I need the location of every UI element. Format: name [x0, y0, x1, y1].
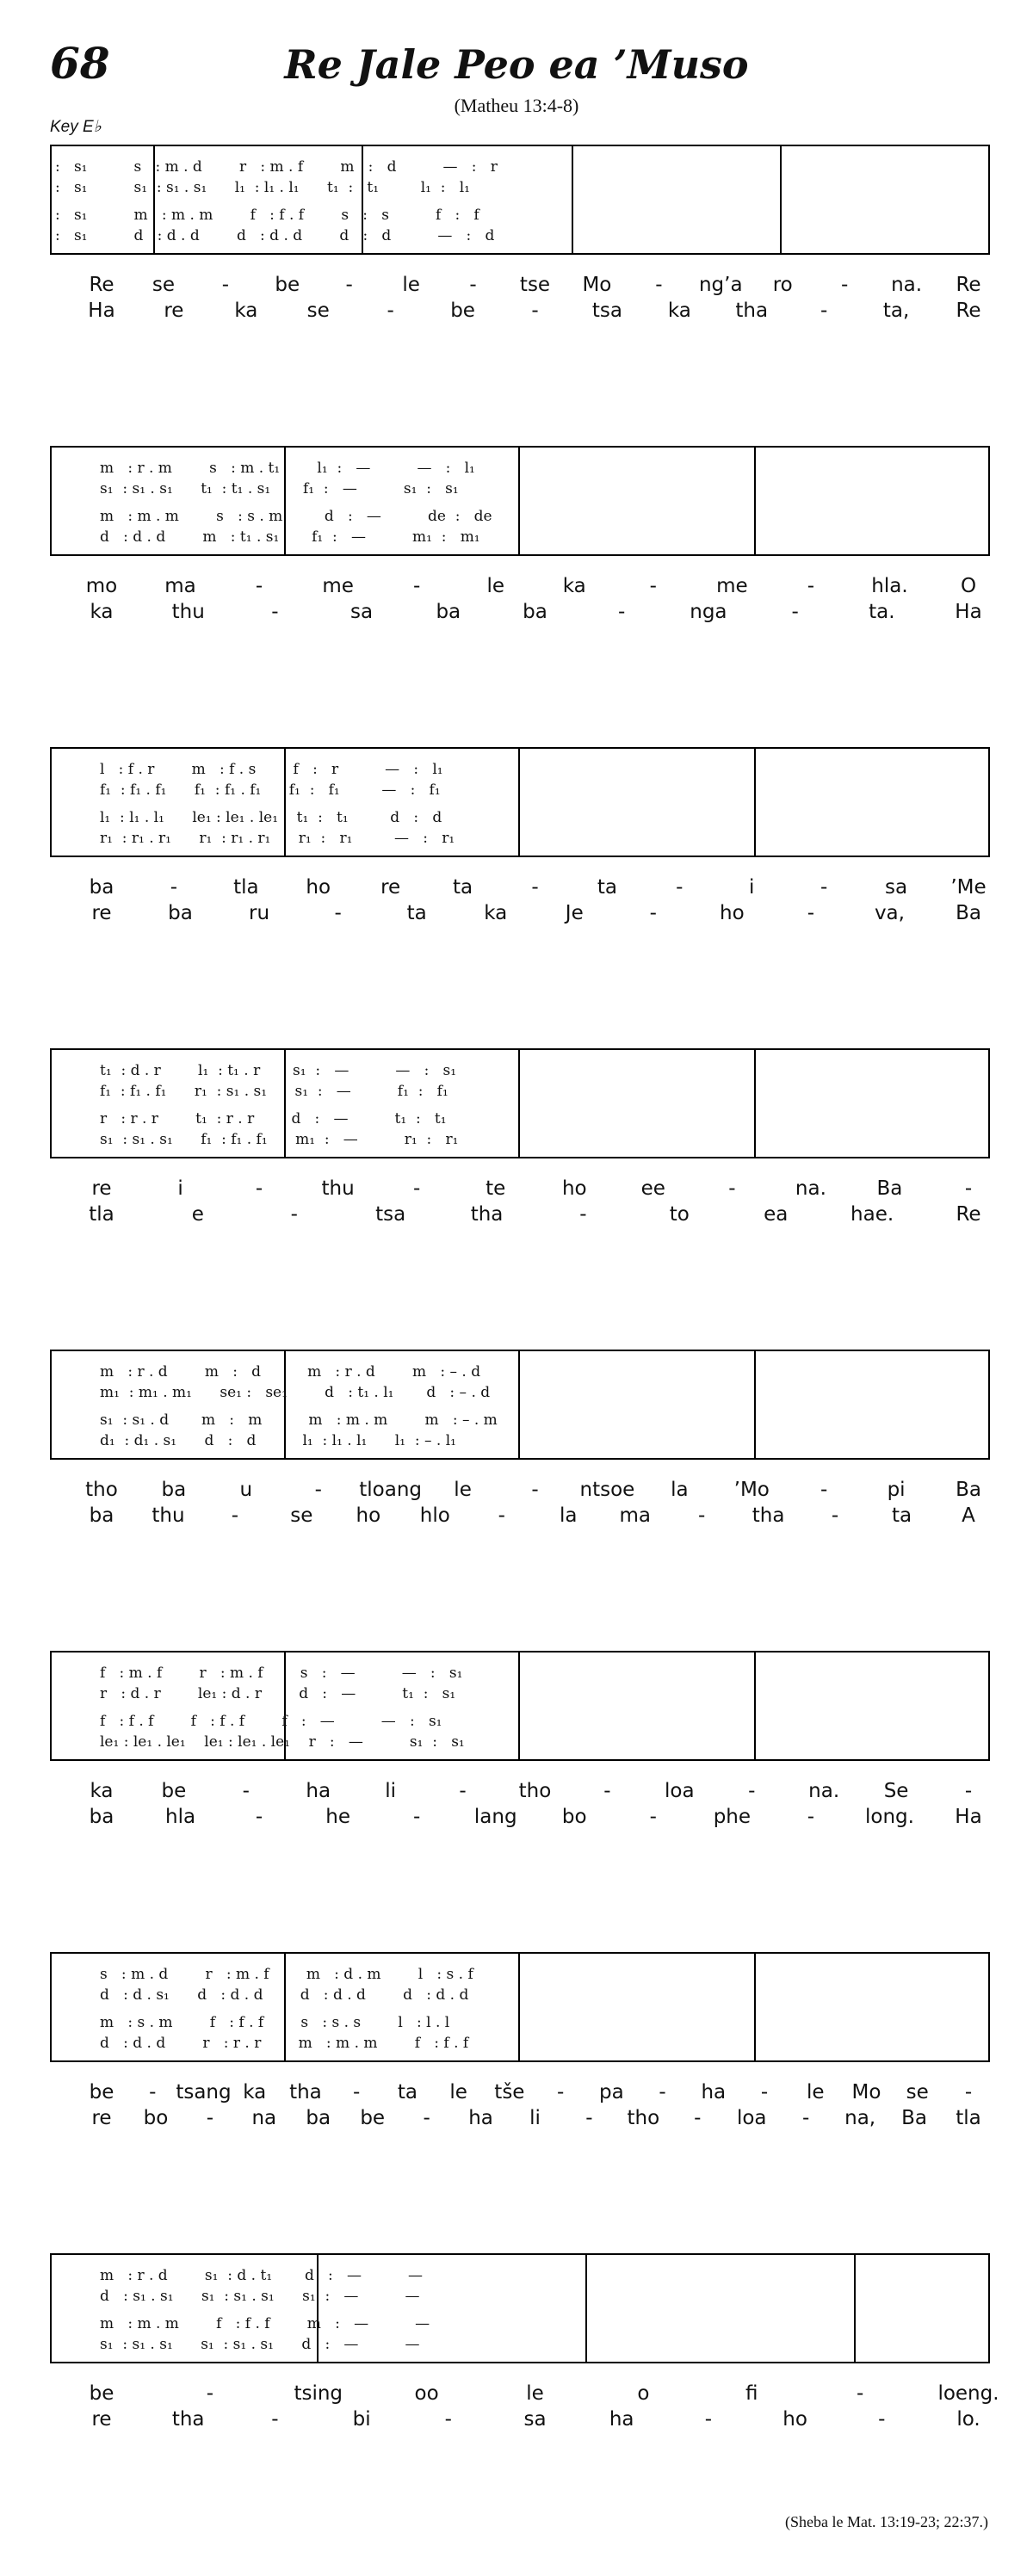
lyric-syllable: be: [275, 274, 300, 296]
voice-part-notes: s₁ : s₁ . s₁ f₁ : f₁ . f₁ m₁ : — r₁ : r₁: [100, 1131, 459, 1148]
voice-part-notes: l₁ : l₁ . l₁ le₁ : le₁ . le₁ t₁ : t₁ d : d: [100, 809, 442, 826]
lyric-syllable: -: [694, 2107, 702, 2129]
lyric-syllable: se: [290, 1504, 313, 1527]
bar-line: [518, 1350, 520, 1460]
lyric-syllable: ho: [306, 876, 331, 899]
voice-part-notes: d : d . d m : t₁ . s₁ f₁ : — m₁ : m₁: [100, 528, 480, 546]
lyric-syllable: -: [820, 876, 828, 899]
lyric-syllable: -: [748, 1780, 756, 1802]
lyric-line: [0, 1504, 1033, 1529]
lyric-syllable: -: [820, 300, 828, 322]
lyric-syllable: na: [251, 2107, 277, 2129]
bar-line: [518, 1952, 520, 2062]
lyric-syllable: tše: [494, 2081, 525, 2103]
lyric-syllable: loa: [736, 2107, 767, 2129]
lyric-line: [0, 601, 1033, 625]
lyric-syllable: ba: [161, 1479, 187, 1501]
lyric-syllable: -: [964, 1780, 973, 1802]
lyric-line: [0, 274, 1033, 298]
voice-part-notes: f₁ : f₁ . f₁ f₁ : f₁ . f₁ f₁ : f₁ — : f₁: [100, 781, 441, 799]
lyric-syllable: la: [559, 1504, 578, 1527]
lyric-syllable: tha: [470, 1203, 504, 1226]
lyric-syllable: -: [878, 2408, 886, 2431]
lyric-syllable: Ha: [955, 601, 982, 623]
lyric-syllable: be: [89, 2081, 114, 2103]
lyric-syllable: ba: [523, 601, 547, 623]
lyric-syllable: le: [526, 2382, 544, 2405]
lyric-syllable: Ba: [901, 2107, 927, 2129]
lyric-syllable: -: [271, 601, 279, 623]
lyric-syllable: ’Mo: [733, 1479, 770, 1501]
voice-part-notes: s : m . d r : m . f m : d . m l : s . f: [100, 1966, 473, 1983]
bar-line: [780, 145, 782, 255]
lyric-syllable: Re: [956, 1203, 981, 1226]
lyric-syllable: -: [659, 2081, 666, 2103]
lyric-syllable: bi: [352, 2408, 371, 2431]
lyric-syllable: hla.: [871, 575, 908, 597]
lyric-syllable: -: [840, 274, 849, 296]
lyric-syllable: -: [676, 876, 684, 899]
lyric-syllable: se: [906, 2081, 929, 2103]
lyric-syllable: -: [697, 1504, 706, 1527]
voice-part-notes: m : s . m f : f . f s : s . s l : l . l: [100, 2014, 450, 2031]
lyric-syllable: oo: [414, 2382, 439, 2405]
voice-part-notes: f : m . f r : m . f s : — — : s₁: [100, 1665, 463, 1682]
lyric-syllable: sa: [885, 876, 908, 899]
lyric-syllable: -: [649, 575, 657, 597]
lyric-syllable: ta: [406, 902, 427, 924]
lyric-syllable: he: [325, 1806, 350, 1828]
lyric-syllable: na.: [795, 1177, 826, 1200]
voice-part-notes: m₁ : m₁ . m₁ se₁ : se₁ d : t₁ . l₁ d : – . d: [100, 1384, 491, 1401]
lyric-syllable: -: [820, 1479, 828, 1501]
lyric-syllable: pi: [887, 1479, 906, 1501]
lyric-syllable: ee: [640, 1177, 665, 1200]
voice-part-notes: t₁ : d . r l₁ : t₁ . r s₁ : — — : s₁: [100, 1062, 457, 1079]
voice-part-notes: : s₁ s₁ : s₁ . s₁ l₁ : l₁ . l₁ t₁ : t₁ l₁ : l₁: [55, 179, 470, 196]
lyric-syllable: tsa: [591, 300, 622, 322]
lyric-syllable: thu: [152, 1504, 185, 1527]
lyric-syllable: ng’a: [698, 274, 743, 296]
voice-part-notes: s₁ : s₁ . d m : m m : m . m m : – . m: [100, 1412, 498, 1429]
lyric-syllable: hae.: [851, 1203, 894, 1226]
hymn-title: Re Jale Peo ea ’Muso: [284, 41, 749, 88]
bar-line: [754, 1350, 756, 1460]
lyric-syllable: Ba: [956, 902, 981, 924]
lyric-syllable: -: [649, 902, 657, 924]
lyric-syllable: me: [716, 575, 748, 597]
voice-part-notes: : s₁ d : d . d d : d . d d : d — : d: [55, 227, 495, 244]
lyric-syllable: -: [618, 601, 626, 623]
lyric-syllable: ka: [243, 2081, 267, 2103]
lyric-syllable: ha: [609, 2408, 634, 2431]
lyric-syllable: Je: [565, 902, 584, 924]
lyric-syllable: ta: [597, 876, 617, 899]
lyric-syllable: tho: [518, 1780, 552, 1802]
lyric-syllable: se: [306, 300, 330, 322]
lyric-line: [0, 1806, 1033, 1830]
voice-part-notes: m : r . d s₁ : d . t₁ d : — —: [100, 2267, 424, 2284]
lyric-syllable: -: [413, 575, 421, 597]
lyric-syllable: nga: [690, 601, 727, 623]
lyric-syllable: -: [802, 2107, 810, 2129]
lyric-syllable: -: [728, 1177, 736, 1200]
voice-part-notes: l : f . r m : f . s f : r — : l₁: [100, 761, 443, 778]
lyric-syllable: A: [962, 1504, 975, 1527]
lyric-syllable: la: [671, 1479, 689, 1501]
lyric-syllable: u: [239, 1479, 253, 1501]
lyric-line: [0, 1479, 1033, 1503]
lyric-syllable: me: [322, 575, 354, 597]
lyric-line: [0, 2107, 1033, 2131]
lyric-syllable: le: [486, 575, 504, 597]
lyric-line: [0, 2408, 1033, 2432]
lyric-syllable: ho: [561, 1177, 587, 1200]
lyric-syllable: se: [152, 274, 175, 296]
lyric-syllable: tsing: [294, 2382, 343, 2405]
lyric-syllable: ka: [667, 300, 691, 322]
lyric-syllable: ba: [89, 1806, 114, 1828]
lyric-syllable: -: [149, 2081, 157, 2103]
lyric-syllable: -: [498, 1504, 505, 1527]
lyric-syllable: -: [831, 1504, 839, 1527]
lyric-syllable: -: [459, 1780, 467, 1802]
lyric-syllable: -: [856, 2382, 864, 2405]
lyric-syllable: tse: [519, 274, 551, 296]
lyric-syllable: be: [450, 300, 475, 322]
lyric-syllable: loeng.: [937, 2382, 999, 2405]
lyric-syllable: -: [531, 300, 539, 322]
lyric-syllable: te: [486, 1177, 506, 1200]
voice-part-notes: r₁ : r₁ . r₁ r₁ : r₁ . r₁ r₁ : r₁ — : r₁: [100, 830, 455, 847]
lyric-syllable: -: [334, 902, 342, 924]
lyric-syllable: hlo: [419, 1504, 450, 1527]
lyric-syllable: tsa: [375, 1203, 406, 1226]
key-signature: Key E♭: [50, 118, 102, 136]
lyric-syllable: tla: [233, 876, 259, 899]
lyric-syllable: phe: [713, 1806, 752, 1828]
lyric-syllable: ma: [164, 575, 196, 597]
lyric-syllable: -: [206, 2107, 214, 2129]
lyric-syllable: le: [807, 2081, 825, 2103]
lyric-syllable: ta.: [869, 601, 895, 623]
lyric-syllable: i: [177, 1177, 183, 1200]
scripture-reference: (Matheu 13:4-8): [454, 95, 579, 116]
lyric-syllable: -: [423, 2107, 430, 2129]
lyric-syllable: -: [531, 876, 539, 899]
bar-line: [518, 1651, 520, 1761]
voice-part-notes: f₁ : f₁ . f₁ r₁ : s₁ . s₁ s₁ : — f₁ : f₁: [100, 1083, 448, 1100]
lyric-syllable: tsang: [176, 2081, 232, 2103]
lyric-syllable: Ha: [88, 300, 115, 322]
lyric-syllable: re: [380, 876, 401, 899]
lyric-syllable: -: [444, 2408, 452, 2431]
lyric-syllable: -: [556, 2081, 565, 2103]
lyric-syllable: -: [413, 1177, 421, 1200]
lyric-syllable: -: [655, 274, 663, 296]
lyric-syllable: ho: [356, 1504, 381, 1527]
lyric-line: [0, 876, 1033, 900]
lyric-line: [0, 2382, 1033, 2406]
lyric-syllable: long.: [864, 1806, 914, 1828]
voice-part-notes: m : m . m f : f . f m : — —: [100, 2315, 430, 2332]
lyric-syllable: -: [345, 274, 353, 296]
voice-part-notes: d : d . d r : r . r m : m . m f : f . f: [100, 2035, 469, 2052]
lyric-syllable: loa: [665, 1780, 695, 1802]
hymn-number: 68: [50, 38, 110, 89]
lyric-syllable: -: [964, 1177, 973, 1200]
lyric-syllable: ’Me: [950, 876, 987, 899]
voice-part-notes: : s₁ m : m . m f : f . f s : s f : f: [55, 207, 479, 224]
lyric-syllable: -: [271, 2408, 279, 2431]
lyric-syllable: ka: [90, 1780, 114, 1802]
bar-line: [754, 1651, 756, 1761]
lyric-syllable: o: [637, 2382, 650, 2405]
lyric-syllable: le: [449, 2081, 467, 2103]
lyric-syllable: tha: [171, 2408, 205, 2431]
lyric-syllable: re: [91, 1177, 112, 1200]
lyric-syllable: -: [290, 1203, 298, 1226]
lyric-syllable: -: [603, 1780, 611, 1802]
lyric-syllable: -: [314, 1479, 322, 1501]
lyric-syllable: -: [242, 1780, 250, 1802]
voice-part-notes: d : d . s₁ d : d . d d : d . d d : d . d: [100, 1986, 469, 2004]
lyric-syllable: Se: [883, 1780, 909, 1802]
voice-part-notes: r : d . r le₁ : d . r d : — t₁ : s₁: [100, 1685, 456, 1702]
voice-part-notes: m : m . m s : s . m d : — de : de: [100, 508, 492, 525]
lyric-syllable: -: [964, 2081, 973, 2103]
voice-part-notes: r : r . r t₁ : r . r d : — t₁ : t₁: [100, 1110, 447, 1127]
lyric-syllable: Ha: [955, 1806, 982, 1828]
lyric-syllable: ka: [234, 300, 258, 322]
lyric-syllable: -: [221, 274, 229, 296]
lyric-syllable: -: [807, 575, 815, 597]
lyric-syllable: va,: [874, 902, 905, 924]
lyric-syllable: ma: [619, 1504, 651, 1527]
lyric-syllable: na,: [844, 2107, 876, 2129]
lyric-syllable: ka: [562, 575, 586, 597]
lyric-syllable: -: [353, 2081, 361, 2103]
bar-line: [585, 2253, 587, 2363]
lyric-syllable: tla: [956, 2107, 981, 2129]
bar-line: [754, 1048, 756, 1158]
voice-part-notes: f : f . f f : f . f f : — — : s₁: [100, 1713, 442, 1730]
lyric-syllable: tha: [289, 2081, 322, 2103]
lyric-syllable: -: [231, 1504, 239, 1527]
lyric-syllable: ru: [249, 902, 270, 924]
lyric-syllable: Re: [89, 274, 114, 296]
lyric-syllable: ba: [89, 876, 114, 899]
lyric-syllable: -: [170, 876, 178, 899]
voice-part-notes: s₁ : s₁ . s₁ s₁ : s₁ . s₁ d : — —: [100, 2336, 420, 2353]
lyric-syllable: re: [91, 902, 112, 924]
lyric-syllable: ta,: [882, 300, 910, 322]
bar-line: [754, 1952, 756, 2062]
lyric-syllable: -: [579, 1203, 587, 1226]
voice-part-notes: m : r . d m : d m : r . d m : – . d: [100, 1363, 481, 1381]
lyric-syllable: tho: [627, 2107, 660, 2129]
lyric-line: [0, 575, 1033, 599]
lyric-syllable: ba: [436, 601, 461, 623]
lyric-syllable: ba: [168, 902, 193, 924]
lyric-syllable: -: [206, 2382, 214, 2405]
lyric-syllable: re: [91, 2107, 112, 2129]
lyric-syllable: na.: [808, 1780, 840, 1802]
lyric-syllable: bo: [143, 2107, 169, 2129]
lyric-syllable: -: [585, 2107, 593, 2129]
lyric-syllable: ba: [89, 1504, 114, 1527]
lyric-syllable: ta: [891, 1504, 912, 1527]
lyric-syllable: ho: [720, 902, 745, 924]
lyric-line: [0, 902, 1033, 926]
bar-line: [754, 446, 756, 556]
voice-part-notes: : s₁ s : m . d r : m . f m : d — : r: [55, 158, 498, 176]
bar-line: [754, 747, 756, 857]
lyric-syllable: ro: [772, 274, 793, 296]
voice-part-notes: s₁ : s₁ . s₁ t₁ : t₁ . s₁ f₁ : — s₁ : s₁: [100, 480, 459, 497]
voice-part-notes: d : s₁ . s₁ s₁ : s₁ . s₁ s₁ : — —: [100, 2288, 420, 2305]
lyric-syllable: -: [791, 601, 799, 623]
lyric-syllable: -: [255, 1177, 263, 1200]
bar-line: [518, 747, 520, 857]
lyric-syllable: li: [529, 2107, 541, 2129]
lyric-syllable: tla: [89, 1203, 114, 1226]
lyric-syllable: ka: [484, 902, 508, 924]
lyric-syllable: hla: [165, 1806, 196, 1828]
lyric-syllable: ha: [306, 1780, 331, 1802]
lyric-syllable: Re: [956, 274, 981, 296]
lyric-syllable: thu: [171, 601, 205, 623]
lyric-syllable: -: [255, 1806, 263, 1828]
lyric-syllable: fi: [745, 2382, 758, 2405]
lyric-syllable: ea: [764, 1203, 789, 1226]
lyric-syllable: e: [191, 1203, 204, 1226]
lyric-syllable: -: [704, 2408, 713, 2431]
lyric-syllable: -: [807, 1806, 815, 1828]
footnote: (Sheba le Mat. 13:19-23; 22:37.): [785, 2513, 988, 2530]
lyric-syllable: li: [385, 1780, 397, 1802]
lyric-syllable: -: [649, 1806, 657, 1828]
lyric-syllable: -: [807, 902, 815, 924]
lyric-syllable: na.: [891, 274, 923, 296]
lyric-syllable: le: [454, 1479, 472, 1501]
lyric-line: [0, 300, 1033, 324]
lyric-syllable: -: [531, 1479, 539, 1501]
bar-line: [518, 1048, 520, 1158]
voice-part-notes: d₁ : d₁ . s₁ d : d l₁ : l₁ . l₁ l₁ : – . l₁: [100, 1432, 456, 1449]
bar-line: [854, 2253, 856, 2363]
lyric-syllable: pa: [598, 2081, 624, 2103]
lyric-syllable: lang: [473, 1806, 517, 1828]
lyric-syllable: sa: [350, 601, 374, 623]
lyric-line: [0, 1780, 1033, 1804]
lyric-syllable: sa: [523, 2408, 547, 2431]
lyric-syllable: bo: [561, 1806, 587, 1828]
lyric-syllable: ha: [468, 2107, 493, 2129]
lyric-syllable: be: [161, 1780, 187, 1802]
lyric-syllable: tho: [85, 1479, 118, 1501]
lyric-syllable: tloang: [359, 1479, 423, 1501]
lyric-line: [0, 1177, 1033, 1202]
lyric-syllable: Ba: [876, 1177, 903, 1200]
lyric-syllable: tha: [752, 1504, 785, 1527]
lyric-syllable: -: [387, 300, 394, 322]
lyric-syllable: -: [760, 2081, 769, 2103]
lyric-syllable: ha: [701, 2081, 727, 2103]
lyric-syllable: tha: [735, 300, 769, 322]
lyric-syllable: ntsoe: [579, 1479, 635, 1501]
lyric-syllable: O: [960, 575, 977, 597]
lyric-syllable: Mo: [851, 2081, 881, 2103]
lyric-syllable: ta: [453, 876, 473, 899]
lyric-syllable: i: [749, 876, 755, 899]
lyric-syllable: -: [255, 575, 263, 597]
lyric-syllable: re: [91, 2408, 112, 2431]
bar-line: [518, 446, 520, 556]
lyric-syllable: ho: [782, 2408, 807, 2431]
bar-line: [572, 145, 573, 255]
lyric-syllable: ka: [90, 601, 114, 623]
lyric-syllable: le: [402, 274, 420, 296]
lyric-syllable: Re: [956, 300, 981, 322]
voice-part-notes: le₁ : le₁ . le₁ le₁ : le₁ . le₁ r : — s₁ : s₁: [100, 1733, 465, 1751]
lyric-syllable: mo: [85, 575, 118, 597]
lyric-syllable: Mo: [582, 274, 612, 296]
lyric-syllable: lo.: [956, 2408, 980, 2431]
lyric-syllable: -: [469, 274, 477, 296]
lyric-syllable: Ba: [956, 1479, 981, 1501]
lyric-syllable: be: [89, 2382, 114, 2405]
voice-part-notes: m : r . m s : m . t₁ l₁ : — — : l₁: [100, 460, 475, 477]
lyric-syllable: thu: [321, 1177, 355, 1200]
lyric-syllable: ta: [397, 2081, 418, 2103]
lyric-syllable: -: [413, 1806, 421, 1828]
lyric-syllable: to: [669, 1203, 690, 1226]
lyric-line: [0, 1203, 1033, 1227]
lyric-syllable: re: [164, 300, 184, 322]
lyric-syllable: be: [360, 2107, 386, 2129]
lyric-syllable: ba: [306, 2107, 331, 2129]
lyric-line: [0, 2081, 1033, 2105]
